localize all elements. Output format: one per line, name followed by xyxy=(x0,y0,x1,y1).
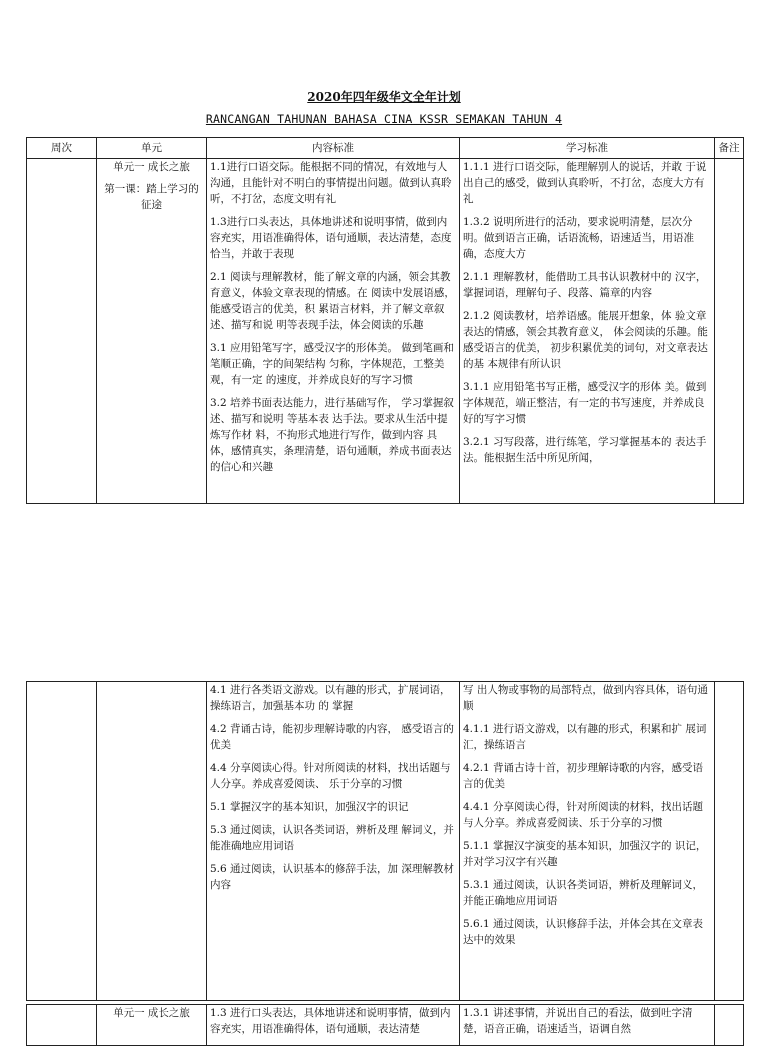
remarks-cell xyxy=(715,682,744,1001)
content-standard-cell xyxy=(207,159,460,504)
page-subtitle: RANCANGAN TAHUNAN BAHASA CINA KSSR SEMAKAN TAHUN 4 xyxy=(205,112,563,126)
content-standard-item: 1.3 进行口头表达，具体地讲述和说明事情，做到内容充实，用语准确得体，语句通顺，表达清楚 xyxy=(210,1007,451,1035)
learning-standard-item: 4.2.1 背诵古诗十首，初步理解诗歌的内容，感受语言的优美 xyxy=(463,762,704,790)
learning-standard-cell xyxy=(460,682,715,1001)
learning-standard-item: 2.1.2 阅读教材，培养语感。能展开想象，体 验文章表达的情感，领会其教育意义， 体会阅读的乐趣。能感受语言的优美， 初步积累优美的词句，对文章表达的基 本规律有所认识 xyxy=(463,310,708,370)
table-row xyxy=(27,1005,744,1046)
content-standard-cell xyxy=(207,1005,460,1046)
content-standard-item: 2.1 阅读与理解教材，能了解文章的内涵，领会其教育意义，体验文章表现的情感。在 阅读中发展语感，能感受语言的优美，积 累语言材料，并了解文章叙述、描写和说 明等表现手法，体会阅读的乐趣 xyxy=(210,271,455,331)
lesson-name: 第一课：踏上学习的征途 xyxy=(104,183,199,211)
remarks-cell xyxy=(715,159,744,504)
learning-standard-item: 1.1.1 进行口语交际，能理解别人的说话，并敢 于说出自己的感受，做到认真聆听，不打岔，态度大方有礼 xyxy=(463,161,707,205)
plan-table-page-2 xyxy=(26,681,744,1001)
content-standard-item: 5.6 通过阅读，认识基本的修辞手法，加 深理解教材内容 xyxy=(210,863,454,891)
learning-standard-cell xyxy=(460,1005,715,1046)
content-standard-item: 4.1 进行各类语文游戏。以有趣的形式，扩展词语，操练语言，加强基本功 的 掌握 xyxy=(210,684,451,712)
week-cell xyxy=(27,159,97,504)
header-week: 周次 xyxy=(27,138,97,159)
content-standard-item: 1.1进行口语交际。能根据不同的情况，有效地与人沟通，且能针对不明白的事情提出问题。做到认真聆听，不打岔，态度文明有礼 xyxy=(210,161,452,205)
header-learning-standard: 学习标准 xyxy=(460,138,715,159)
learning-standard-cell xyxy=(460,159,715,504)
learning-standard-item: 1.3.1 讲述事情，并说出自己的看法，做到吐字清楚，语音正确，语速适当，语调自然 xyxy=(463,1007,693,1035)
learning-standard-item: 5.3.1 通过阅读，认识各类词语，辨析及理解词义，并能正确地应用词语 xyxy=(463,879,704,907)
header-remarks: 备注 xyxy=(715,138,744,159)
header-unit: 单元 xyxy=(97,138,207,159)
plan-table-page-3 xyxy=(26,1004,744,1046)
content-standard-item: 3.1 应用铅笔写字，感受汉字的形体美。 做到笔画和笔顺正确，字的间架结构 匀称，字体规范，工整美观，有一定 的速度，并养成良好的写字习惯 xyxy=(210,342,454,386)
content-standard-item: 5.3 通过阅读，认识各类词语，辨析及理 解词义，并能准确地应用词语 xyxy=(210,824,454,852)
learning-standard-item: 1.3.2 说明所进行的活动，要求说明清楚，层次分明。做到语言正确，话语流畅，语速适当，用语准确，态度大方 xyxy=(463,216,694,260)
week-cell xyxy=(27,682,97,1001)
unit-cell xyxy=(97,682,207,1001)
content-standard-item: 3.2 培养书面表达能力，进行基础写作， 学习掌握叙述、描写和说明 等基本表 达手法。要求从生活中提炼写作材 料，不拘形式地进行写作，做到内容 具体，感情真实，条理清楚，语句通顺，养成书面表达的信心和兴趣 xyxy=(210,397,454,473)
learning-standard-item: 4.1.1 进行语文游戏，以有趣的形式，积累和扩 展词汇，操练语言 xyxy=(463,723,707,751)
learning-standard-item: 2.1.1 理解教材，能借助工具书认识教材中的 汉字，掌握词语，理解句子、段落、篇章的内容 xyxy=(463,271,707,299)
content-standard-item: 1.3进行口头表达，具体地讲述和说明事情，做到内容充实，用语准确得体，语句通顺，表达清楚，态度恰当，并敢于表现 xyxy=(210,216,452,260)
table-header-row xyxy=(27,138,744,159)
table-row xyxy=(27,159,744,504)
learning-standard-item: 写 出人物或事物的局部特点，做到内容具体，语句通顺 xyxy=(463,684,708,712)
learning-standard-item: 5.1.1 掌握汉字演变的基本知识，加强汉字的 识记，并对学习汉字有兴趣 xyxy=(463,840,707,868)
page-title: 2020年四年级华文全年计划 xyxy=(307,90,461,104)
content-standard-item: 4.2 背诵古诗，能初步理解诗歌的内容， 感受语言的优美 xyxy=(210,723,454,751)
unit-cell xyxy=(97,159,207,504)
content-standard-cell xyxy=(207,682,460,1001)
week-cell xyxy=(27,1005,97,1046)
content-standard-item: 5.1 掌握汉字的基本知识，加强汉字的识记 xyxy=(210,801,409,813)
table-row xyxy=(27,682,744,1001)
learning-standard-item: 5.6.1 通过阅读，认识修辞手法，并体会其在文章表达中的效果 xyxy=(463,918,704,946)
content-standard-item: 4.4 分享阅读心得。针对所阅读的材料，找出话题与人分享。养成喜爱阅读、 乐于分享的习惯 xyxy=(210,762,451,790)
unit-name: 单元一 成长之旅 xyxy=(113,1007,190,1019)
plan-table-page-1 xyxy=(26,137,744,504)
learning-standard-item: 3.1.1 应用铅笔书写正楷，感受汉字的形体 美。做到字体规范，端正整洁，有一定的书写速度，并养成良好的写字习惯 xyxy=(463,381,707,425)
unit-cell xyxy=(97,1005,207,1046)
learning-standard-item: 4.4.1 分享阅读心得，针对所阅读的材料，找出话题与人分享。养成喜爱阅读、乐于分享的习惯 xyxy=(463,801,704,829)
unit-name: 单元一 成长之旅 xyxy=(113,161,190,173)
remarks-cell xyxy=(715,1005,744,1046)
header-content-standard: 内容标准 xyxy=(207,138,460,159)
learning-standard-item: 3.2.1 习写段落，进行练笔，学习掌握基本的 表达手法。能根据生活中所见所闻， xyxy=(463,436,707,464)
